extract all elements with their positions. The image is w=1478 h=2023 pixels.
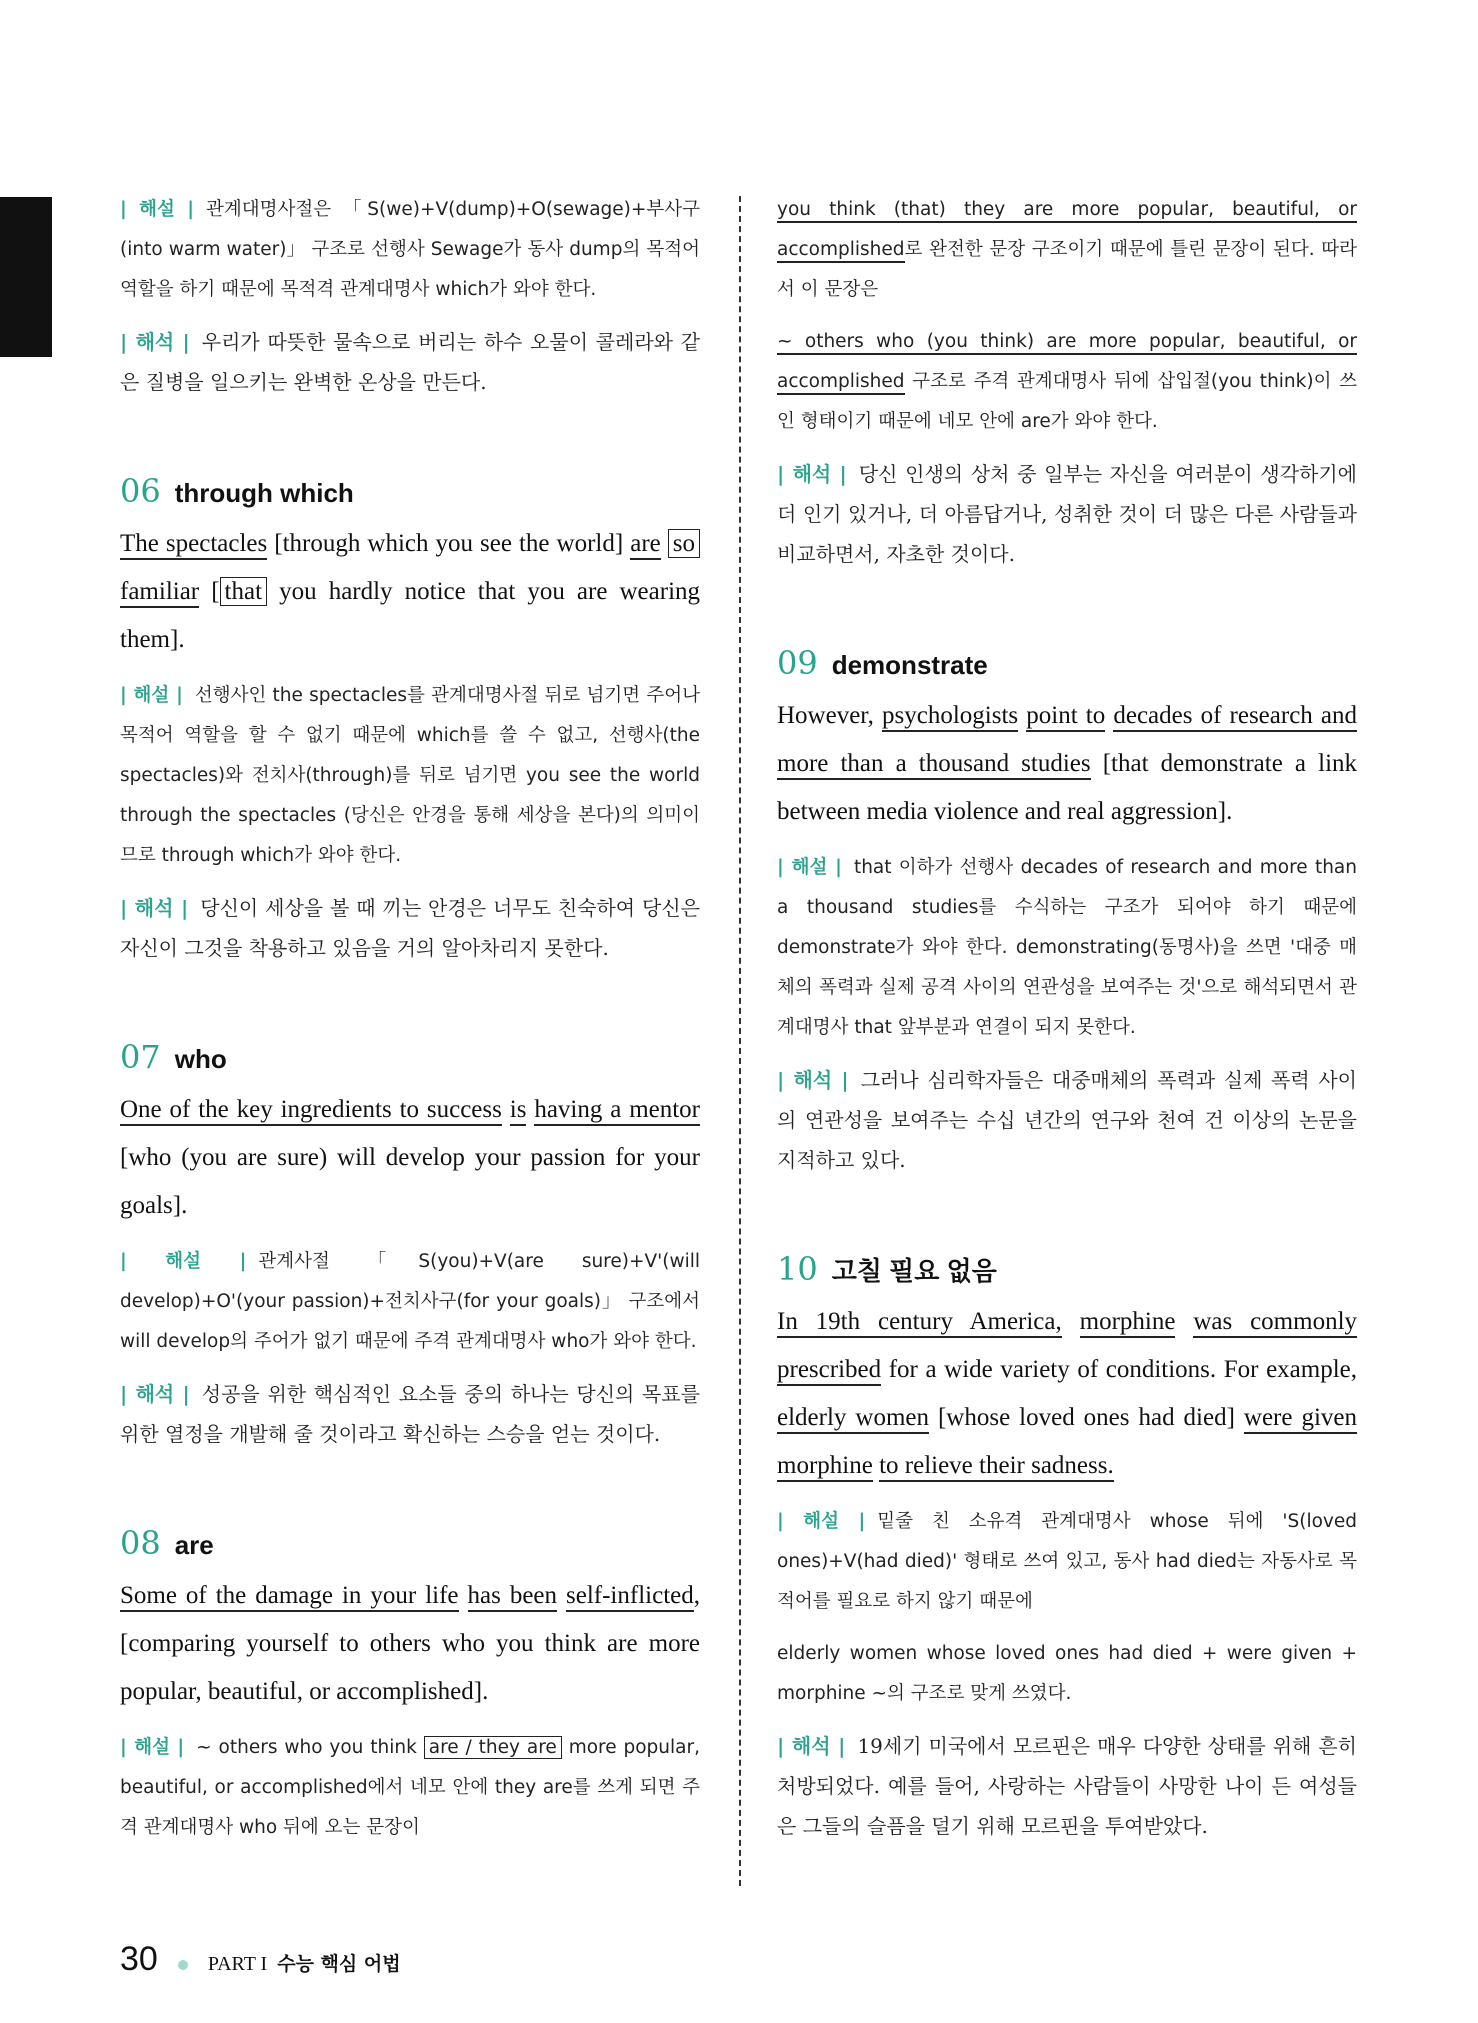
question-10-explanation: | 해설 | 밑줄 친 소유격 관계대명사 whose 뒤에 'S(loved ones)+V(had died)' 형태로 쓰여 있고, 동사 had died는 자동사로 목적어를 필요로 하지 않기 때문에 [777, 1511, 1357, 1612]
question-07-translation: | 해석 | 성공을 위한 핵심적인 요소들 중의 하나는 당신의 목표를 위한 열정을 개발해 줄 것이라고 확신하는 스승을 얻는 것이다. [120, 1382, 700, 1446]
question-10-structure: elderly women whose loved ones had died + were given + morphine ~의 구조로 맞게 쓰였다. [777, 1643, 1357, 1704]
question-08-sentence: Some of the damage in your life has been self-inflicted, [comparing yourself to others who you think are more popular, beautiful, or accomplished]. [120, 1582, 700, 1705]
right-column [777, 190, 1357, 1846]
column-divider [739, 196, 741, 1886]
question-09-translation: | 해석 | 그러나 심리학자들은 대중매체의 폭력과 실제 폭력 사이의 연관성을 보여주는 수십 년간의 연구와 천여 건 이상의 논문을 지적하고 있다. [777, 1068, 1357, 1172]
question-08-header: 08 are [120, 1524, 214, 1562]
question-08-translation: | 해석 | 당신 인생의 상처 중 일부는 자신을 여러분이 생각하기에 더 인기 있거나, 더 아름답거나, 성취한 것이 더 많은 다른 사람들과 비교하면서, 자초한 것이다. [777, 462, 1357, 566]
footer-dot-icon [178, 1960, 188, 1970]
left-column [120, 190, 700, 1848]
page-footer [120, 1940, 401, 1979]
question-07-header: 07 who [120, 1038, 227, 1076]
footer-part: PART I [207, 1953, 268, 1975]
question-09-explanation: | 해설 | that 이하가 선행사 decades of research and more than a thousand studies를 수식하는 구조가 되어야 하기 때문에 demonstrate가 와야 한다. demonstrating(동명사)을 쓰면 '대중 매체의 폭력과 실제 공격 사이의 연관성을 보여주는 것'으로 해석되면서 관계대명사 that 앞부분과 연결이 되지 못한다. [777, 857, 1357, 1038]
intro-explanation: | 해설 | 관계대명사절은 「S(we)+V(dump)+O(sewage)+부사구(into warm water)」 구조로 선행사 Sewage가 동사 dump의 목적어 역할을 하기 때문에 목적격 관계대명사 which가 와야 한다. [120, 199, 701, 300]
question-07-explanation: | 해설 | 관계사절 「S(you)+V(are sure)+V'(will develop)+O'(your passion)+전치사구(for your goals)」 구조에서 will develop의 주어가 없기 때문에 주격 관계대명사 who가 와야 한다. [120, 1251, 700, 1352]
question-06-header: 06 through which [120, 472, 354, 510]
page-number: 30 [120, 1940, 158, 1978]
question-06-explanation: | 해설 | 선행사인 the spectacles를 관계대명사절 뒤로 넘기면 주어나 목적어 역할을 할 수 없기 때문에 which를 쓸 수 없고, 선행사(the spectacles)와 전치사(through)를 뒤로 넘기면 you see the world through the spectacles (당신은 안경을 통해 세상을 본다)의 의미이므로 through which가 와야 한다. [120, 685, 700, 866]
footer-subtitle: 수능 핵심 어법 [277, 1953, 401, 1975]
question-09-sentence: However, psychologists point to decades of research and more than a thousand studies [that demonstrate a link between media violence and real aggression]. [777, 702, 1358, 825]
question-08-continued: you think (that) they are more popular, beautiful, or accomplished로 완전한 문장 구조이기 때문에 틀린 문장이 된다. 따라서 이 문장은 [777, 199, 1357, 300]
question-06-translation: | 해석 | 당신이 세상을 볼 때 끼는 안경은 너무도 친숙하여 당신은 자신이 그것을 착용하고 있음을 거의 알아차리지 못한다. [120, 896, 700, 960]
chapter-tab [0, 197, 52, 357]
intro-translation: | 해석 | 우리가 따뜻한 물속으로 버리는 하수 오물이 콜레라와 같은 질병을 일으키는 완벽한 온상을 만든다. [120, 330, 700, 394]
question-08-structure: ~ others who (you think) are more popular, beautiful, or accomplished 구조로 주격 관계대명사 뒤에 삽입절(you think)이 쓰인 형태이기 때문에 네모 안에 are가 와야 한다. [777, 331, 1357, 432]
question-10-header: 10 고칠 필요 없음 [777, 1250, 997, 1288]
question-08-explanation: | 해설 | ~ others who you think are / they are more popular, beautiful, or accomplished에서 네모 안에 they are를 쓰게 되면 주격 관계대명사 who 뒤에 오는 문장이 [120, 1737, 700, 1838]
question-06-sentence: The spectacles [through which you see the world] are so familiar [ that you hardly notice that you are wearing them]. [120, 530, 701, 653]
question-10-translation: | 해석 | 19세기 미국에서 모르핀은 매우 다양한 상태를 위해 흔히 처방되었다. 예를 들어, 사랑하는 사람들이 사망한 나이 든 여성들은 그들의 슬픔을 덜기 위해 모르핀을 투여받았다. [777, 1734, 1357, 1838]
question-09-header: 09 demonstrate [777, 644, 988, 682]
question-07-sentence: One of the key ingredients to success is having a mentor [who (you are sure) will develop your passion for your goals]. [120, 1096, 701, 1219]
question-10-sentence: In 19th century America, morphine was commonly prescribed for a wide variety of conditions. For example, elderly women [whose loved ones had died] were given morphine to relieve their sadness. [777, 1298, 1357, 1490]
